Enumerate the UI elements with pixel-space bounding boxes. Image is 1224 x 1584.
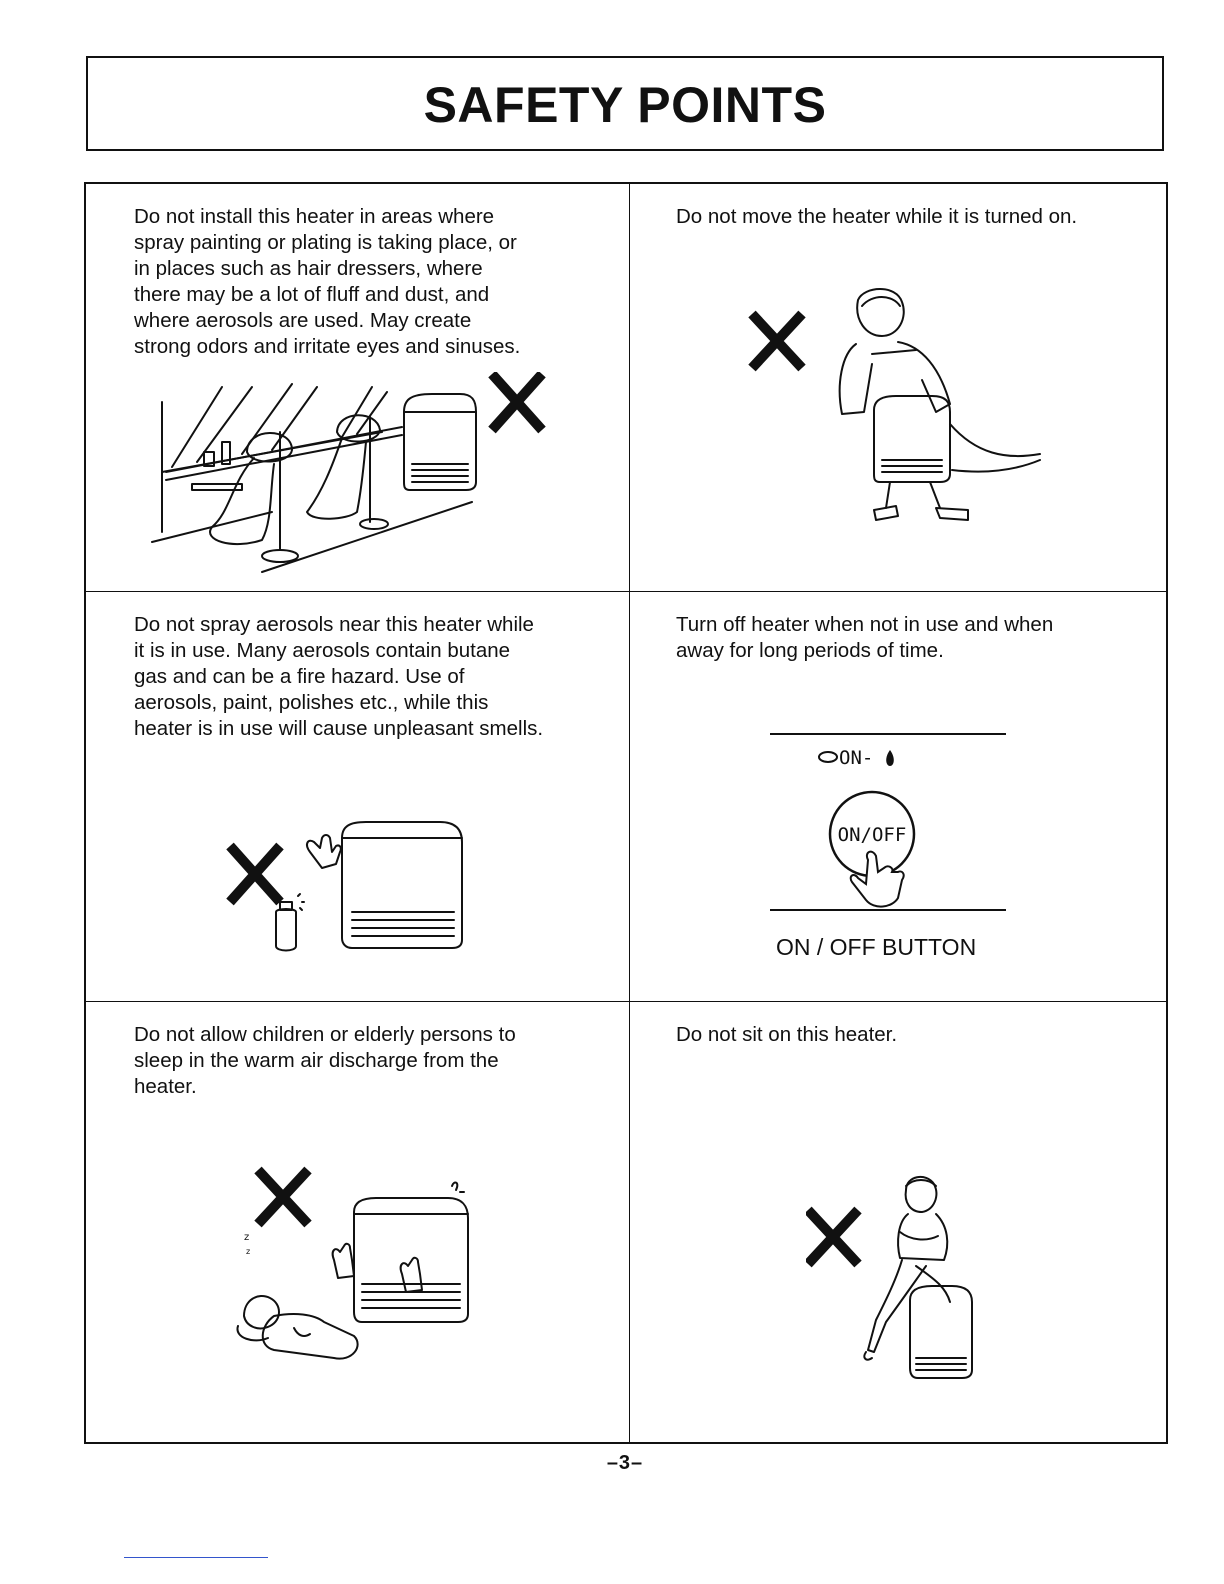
safety-point-no-sleeping (86, 1002, 630, 1442)
on-off-button-caption: ON / OFF BUTTON (776, 934, 977, 960)
safety-point-do-not-move (630, 184, 1168, 592)
safety-point-text: Do not move the heater while it is turned on. (676, 205, 1078, 228)
page-title: SAFETY POINTS (423, 76, 827, 133)
safety-points-grid (84, 182, 1168, 1444)
on-indicator-label: ON- (839, 747, 874, 769)
footer-rule (124, 1557, 268, 1558)
person-carrying-heater-illustration (746, 284, 1046, 544)
safety-point-text: Do not spray aerosols near this heater while it is in use. Many aerosols contain butane gas and can be a fire hazard. Use of aerosols, paint, polishes etc., while this heater is in use will cause unpleasant smells. (134, 613, 544, 740)
safety-point-install-location (86, 184, 630, 592)
child-sleeping-near-heater-illustration (234, 1166, 494, 1396)
title-box (86, 56, 1164, 151)
safety-point-text: Do not sit on this heater. (676, 1023, 898, 1046)
safety-point-no-sitting (630, 1002, 1168, 1442)
safety-point-text: Do not allow children or elderly persons to sleep in the warm air discharge from the heater. (134, 1023, 516, 1098)
safety-point-no-aerosols (86, 592, 630, 1002)
hair-salon-heater-illustration (142, 372, 562, 582)
safety-point-text: Turn off heater when not in use and when away for long periods of time. (676, 613, 1054, 662)
safety-point-turn-off (630, 592, 1168, 1002)
aerosol-near-heater-illustration (226, 816, 476, 966)
svg-text:z: z (244, 1232, 250, 1243)
svg-text:z: z (246, 1247, 251, 1256)
flame-icon (886, 750, 894, 766)
on-off-button-label: ON/OFF (837, 824, 907, 846)
person-sitting-on-heater-illustration (806, 1170, 1006, 1400)
safety-point-text: Do not install this heater in areas where spray painting or plating is taking place, or in places such as hair dressers, where there may be a lot of fluff and dust, and where aerosols are used. May create strong odors and irritate eyes and sinuses. (134, 205, 521, 358)
on-off-button-illustration (768, 732, 1008, 922)
page-number: –3– (606, 1452, 644, 1474)
